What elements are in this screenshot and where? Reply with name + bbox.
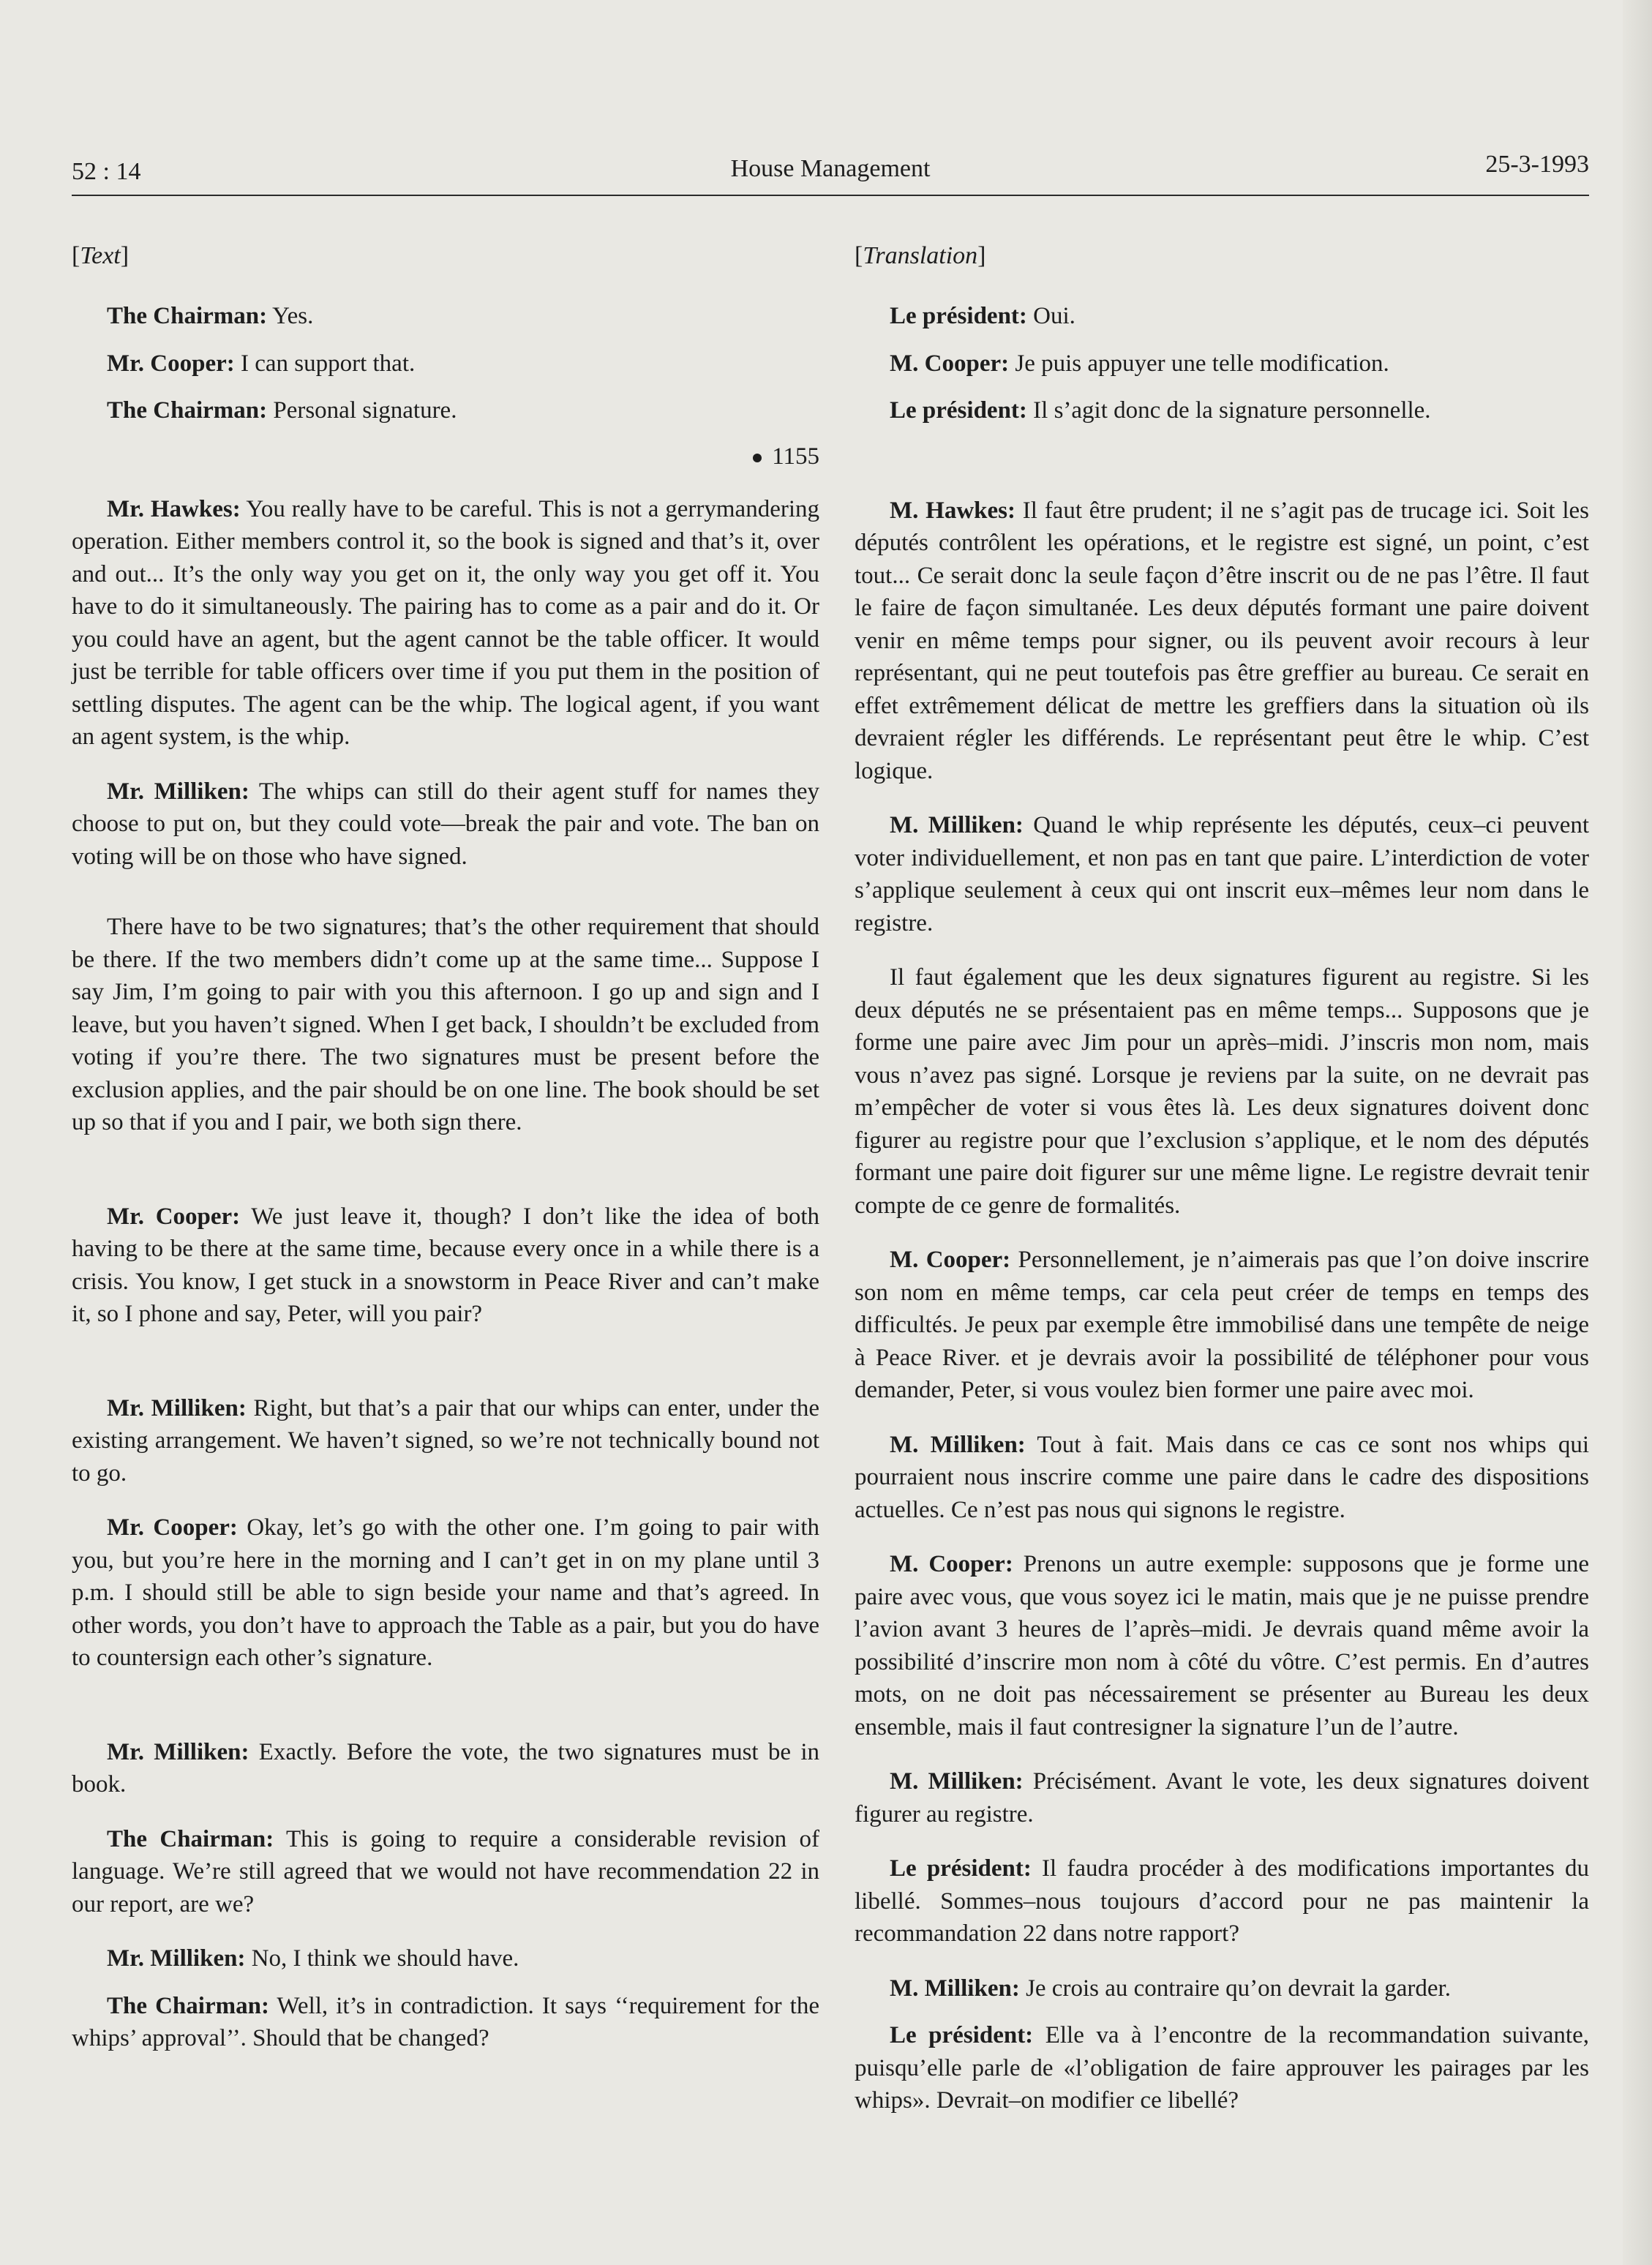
paragraph: The Chairman: Yes.: [107, 303, 314, 329]
paragraph: Il faut également que les deux signatures figurent au registre. Si les deux députés ne se présentaient pas en même temps... Supposons que je forme une paire avec Jim pour un après–midi. J’inscris mon nom, mais vous n’avez pas signé. Lorsque je reviens par la suite, on ne devrait pas m’empêcher de voter si vous êtes là. Les deux signatures doivent donc figurer au registre pour que l’exclusion s’applique, et le nom des députés formant une paire doit figurer sur une même ligne. Le registre devrait tenir compte de ce genre de formalités.: [855, 964, 1589, 1219]
paragraph: Le président: Elle va à l’encontre de la recommandation suivante, puisqu’elle parle de «l’obligation de faire approuver les pairages par les whips». Devrait–on modifier ce libellé?: [855, 2022, 1589, 2114]
paragraph: M. Milliken: Précisément. Avant le vote, les deux signatures doivent figurer au registre.: [855, 1768, 1589, 1828]
paragraph: M. Cooper: Prenons un autre exemple: supposons que je forme une paire avec vous, que vous soyez ici le matin, mais que je ne puisse prendre l’avion avant 3 heures de l’après–midi. Je devrais quand même avoir la possibilité d’inscrire mon nom à côté du vôtre. C’est permis. En d’autres mots, on ne doit pas nécessairement se présenter au Bureau les deux ensemble, mais il faut contresigner la signature l’un de l’autre.: [855, 1551, 1589, 1740]
paragraph: M. Milliken: Je crois au contraire qu’on devrait la garder.: [890, 1975, 1451, 2002]
paragraph: There have to be two signatures; that’s the other requirement that should be there. If the two members didn’t come up at the same time... Suppose I say Jim, I’m going to pair with you this afternoon. I go up and sign and I leave, but you haven’t signed. When I get back, I shouldn’t be excluded from voting if you’re there. The two signatures must be present before the exclusion applies, and the pair should be on one line. The book should be set up so that if you and I pair, we both sign there.: [72, 914, 819, 1135]
paragraph: The Chairman: This is going to require a considerable revision of language. We’re still agreed that we would not have recommendation 22 in our report, are we?: [72, 1825, 819, 1917]
english-column: [72, 241, 819, 2055]
running-header: [72, 151, 1589, 196]
paragraph: Mr. Cooper: Okay, let’s go with the other one. I’m going to pair with you, but you’re here in the morning and I can’t get in on my plane until 3 p.m. I should still be able to sign beside your name and that’s agreed. In other words, you don’t have to approach the Table as a pair, but you do have to countersign each other’s signature.: [72, 1514, 819, 1671]
paragraph: Le président: Il s’agit donc de la signature personnelle.: [890, 397, 1431, 424]
column-label-text: [Text]: [72, 242, 129, 269]
paragraph: M. Milliken: Quand le whip représente les députés, ceux–ci peuvent voter individuellement, et non pas en tant que paire. L’interdiction de voter s’applique seulement à ceux qui ont inscrit eux–mêmes leur nom dans le registre.: [855, 812, 1590, 936]
paragraph: The Chairman: Well, it’s in contradiction. It says ‘‘requirement for the whips’ approval’’. Should that be changed?: [72, 1992, 820, 2051]
paragraph: Mr. Milliken: No, I think we should have.: [107, 1945, 519, 1972]
paragraph: Mr. Hawkes: You really have to be careful. This is not a gerrymandering operation. Either members control it, so the book is signed and that’s it, over and out... It’s the only way you get on it, the only way you get off it. You have to do it simultaneously. The pairing has to come as a pair and do it. Or you could have an agent, but the agent cannot be the table officer. It would just be terrible for table officers over time if you put them in the position of settling disputes. The agent can be the whip. The logical agent, if you want an agent system, is the whip.: [72, 495, 819, 750]
paragraph: M. Hawkes: Il faut être prudent; il ne s’agit pas de trucage ici. Soit les députés contrôlent les opérations, et le registre est signé, un point, c’est tout... Ce serait donc la seule façon d’être inscrit ou de ne pas l’être. Il faut le faire de façon simultanée. Les deux députés formant une paire doivent venir en même temps pour signer, ou ils peuvent avoir recours à leur représentant, qui ne peut toutefois pas être greffier au bureau. Ce serait en effet extrêmement délicat de mettre les greffiers dans la situation où ils devraient régler les différends. Le représentant peut être le whip. C’est logique.: [855, 497, 1589, 784]
time-marker: 1155: [72, 440, 819, 473]
paragraph: Mr. Milliken: Exactly. Before the vote, the two signatures must be in book.: [72, 1738, 819, 1798]
page-number: 52 : 14: [72, 158, 141, 185]
paragraph: Le président: Il faudra procéder à des modifications importantes du libellé. Sommes–nous toujours d’accord pour ne pas maintenir la recommandation 22 dans notre rapport?: [855, 1855, 1589, 1947]
paragraph: Mr. Milliken: The whips can still do their agent stuff for names they choose to put on, but they could vote—break the pair and vote. The ban on voting will be on those who have signed.: [72, 778, 819, 870]
paragraph: M. Milliken: Tout à fait. Mais dans ce cas ce sont nos whips qui pourraient nous inscrire comme une paire dans le cadre des dispositions actuelles. Ce n’est pas nous qui signons le registre.: [855, 1431, 1589, 1523]
page-edge-shadow: [1623, 0, 1652, 2265]
paragraph: M. Cooper: Je puis appuyer une telle modification.: [890, 350, 1389, 377]
paragraph: The Chairman: Personal signature.: [107, 397, 457, 424]
paragraph: Mr. Cooper: We just leave it, though? I don’t like the idea of both having to be there at the same time, because every once in a while there is a crisis. You know, I get stuck in a snowstorm in Peace River and can’t make it, so I phone and say, Peter, will you pair?: [72, 1203, 820, 1327]
paragraph: M. Cooper: Personnellement, je n’aimerais pas que l’on doive inscrire son nom en même temps, car cela peut créer de temps en temps des difficultés. Je peux par exemple être immobilisé dans une tempête de neige à Peace River. et je devrais avoir la possibilité de téléphoner pour vous demander, Peter, si vous voulez bien former une paire avec moi.: [855, 1247, 1589, 1403]
column-label-translation: [Translation]: [855, 242, 986, 269]
paragraph: Mr. Milliken: Right, but that’s a pair that our whips can enter, under the existing arrangement. We haven’t signed, so we’re not technically bound not to go.: [72, 1394, 819, 1487]
bullet-icon: [753, 454, 762, 462]
french-column: [855, 241, 1589, 2117]
paragraph: Le président: Oui.: [890, 303, 1075, 329]
paragraph: Mr. Cooper: I can support that.: [107, 350, 416, 377]
header-title: House Management: [730, 155, 931, 182]
header-date: 25-3-1993: [1485, 151, 1589, 178]
